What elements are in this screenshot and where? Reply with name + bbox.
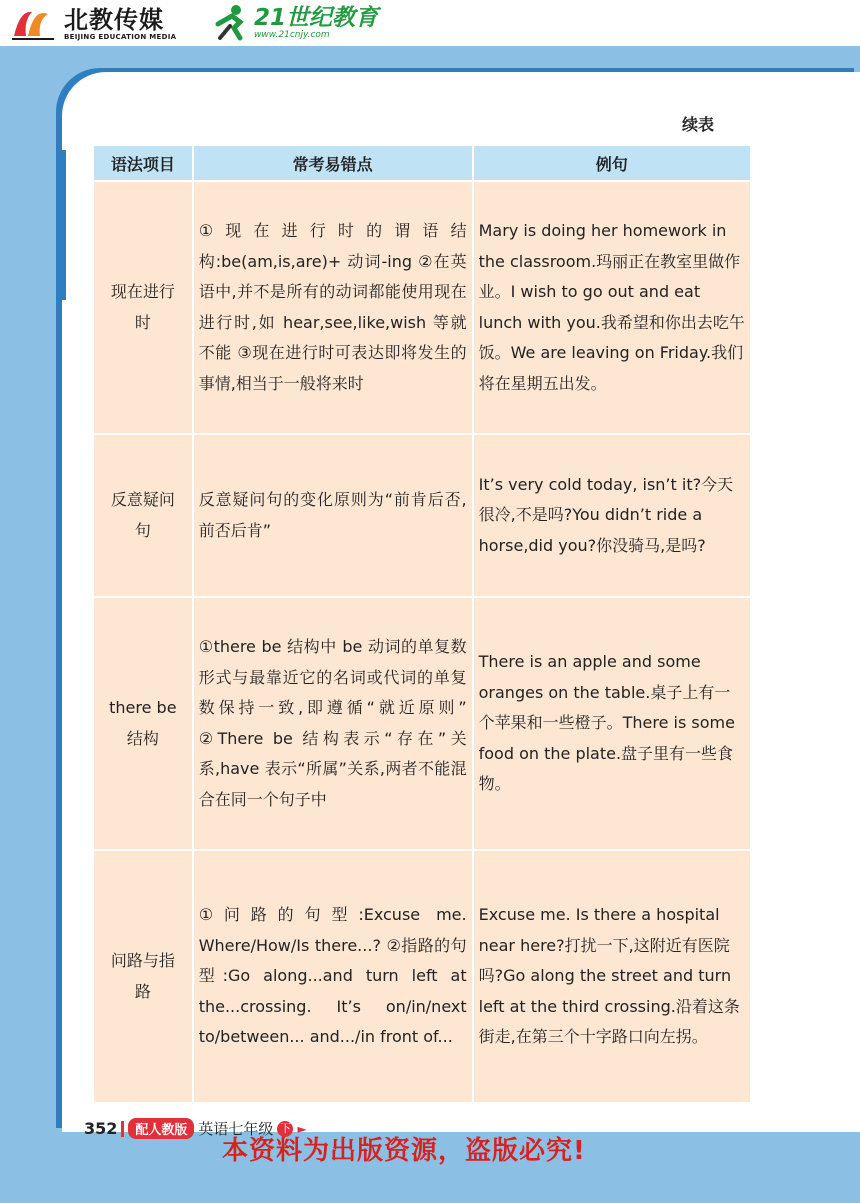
examples-cell: There is an apple and some oranges on the table.桌子上有一个苹果和一些橙子。There is some food on the plate.盘子里有一些食物。 [474,598,750,849]
column-header-examples: 例句 [474,146,750,180]
table-row [94,598,750,849]
examples-cell: Excuse me. Is there a hospital near here?打扰一下,这附近有医院吗?Go along the street and turn left at the third crossing.沿着这条街走,在第三个十字路口向左拐。 [474,851,750,1102]
examples-cell: It’s very cold today, isn’t it?今天很冷,不是吗?You didn’t ride a horse,did you?你没骑马,是吗? [474,435,750,596]
arrow-right-icon: ► [297,1121,307,1136]
grammar-item: 问路与指路 [110,951,175,1001]
book-title: 英语七年级 [198,1120,274,1138]
examples-cell: Mary is doing her homework in the classroom.玛丽正在教室里做作业。I wish to go out and eat lunch with you.我希望和你出去吃午饭。We are leaving on Friday.我们将在星期五出发。 [474,182,750,433]
key-points-cell: ①现在进行时的谓语结构:be(am,is,are)+ 动词-ing ②在英语中,并不是所有的动词都能使用现在进行时,如 hear,see,like,wish 等就不能 ③现在进行时可表达即将发生的事情,相当于一般将来时 [194,182,472,433]
table-row [94,851,750,1102]
runner-icon [210,4,250,42]
footer-divider [121,1121,124,1137]
top-header [0,0,860,46]
card-edge-accent [58,150,66,300]
publisher-logo-icon [10,6,58,42]
publisher-logo-cn: 北教传媒 [64,6,164,34]
column-header-item: 语法项目 [94,146,192,180]
table-row [94,435,750,596]
grammar-item-cell [94,598,192,849]
continued-label: 续表 [682,115,715,134]
key-points-cell: ①问路的句型:Excuse me. Where/How/Is there...? ②指路的句型:Go along...and turn left at the...crossing. It’s on/in/next to/between... and.../in front of... [194,851,472,1102]
grammar-item: 反意疑问句 [110,490,175,540]
grammar-item: there be 结构 [109,698,177,748]
partner-logo-main: 21世纪教育 [254,5,379,31]
grammar-item-cell [94,851,192,1102]
grammar-item: 现在进行时 [110,282,175,332]
table-header-row [94,146,750,180]
key-points-cell: 反意疑问句的变化原则为“前肯后否,前否后肯” [194,435,472,596]
grammar-table [92,144,752,1104]
grammar-item-cell [94,435,192,596]
copyright-watermark: 本资料为出版资源，盗版必究! [222,1136,586,1166]
publisher-logo [10,4,176,44]
volume-mark: 下 [277,1121,293,1137]
table-row [94,182,750,433]
page-number: 352 [84,1119,118,1138]
key-points-cell: ①there be 结构中 be 动词的单复数形式与最靠近它的名词或代词的单复数保持一致,即遵循“就近原则” ②There be 结构表示“存在”关系,have 表示“所属”关系,两者不能混合在同一个句子中 [194,598,472,849]
column-header-points: 常考易错点 [194,146,472,180]
partner-logo-url: www.21cnjy.com [254,30,330,40]
grammar-item-cell [94,182,192,433]
edition-badge: 配人教版 [128,1118,194,1139]
partner-logo [210,2,378,44]
publisher-logo-en: BEIJING EDUCATION MEDIA [64,33,177,41]
